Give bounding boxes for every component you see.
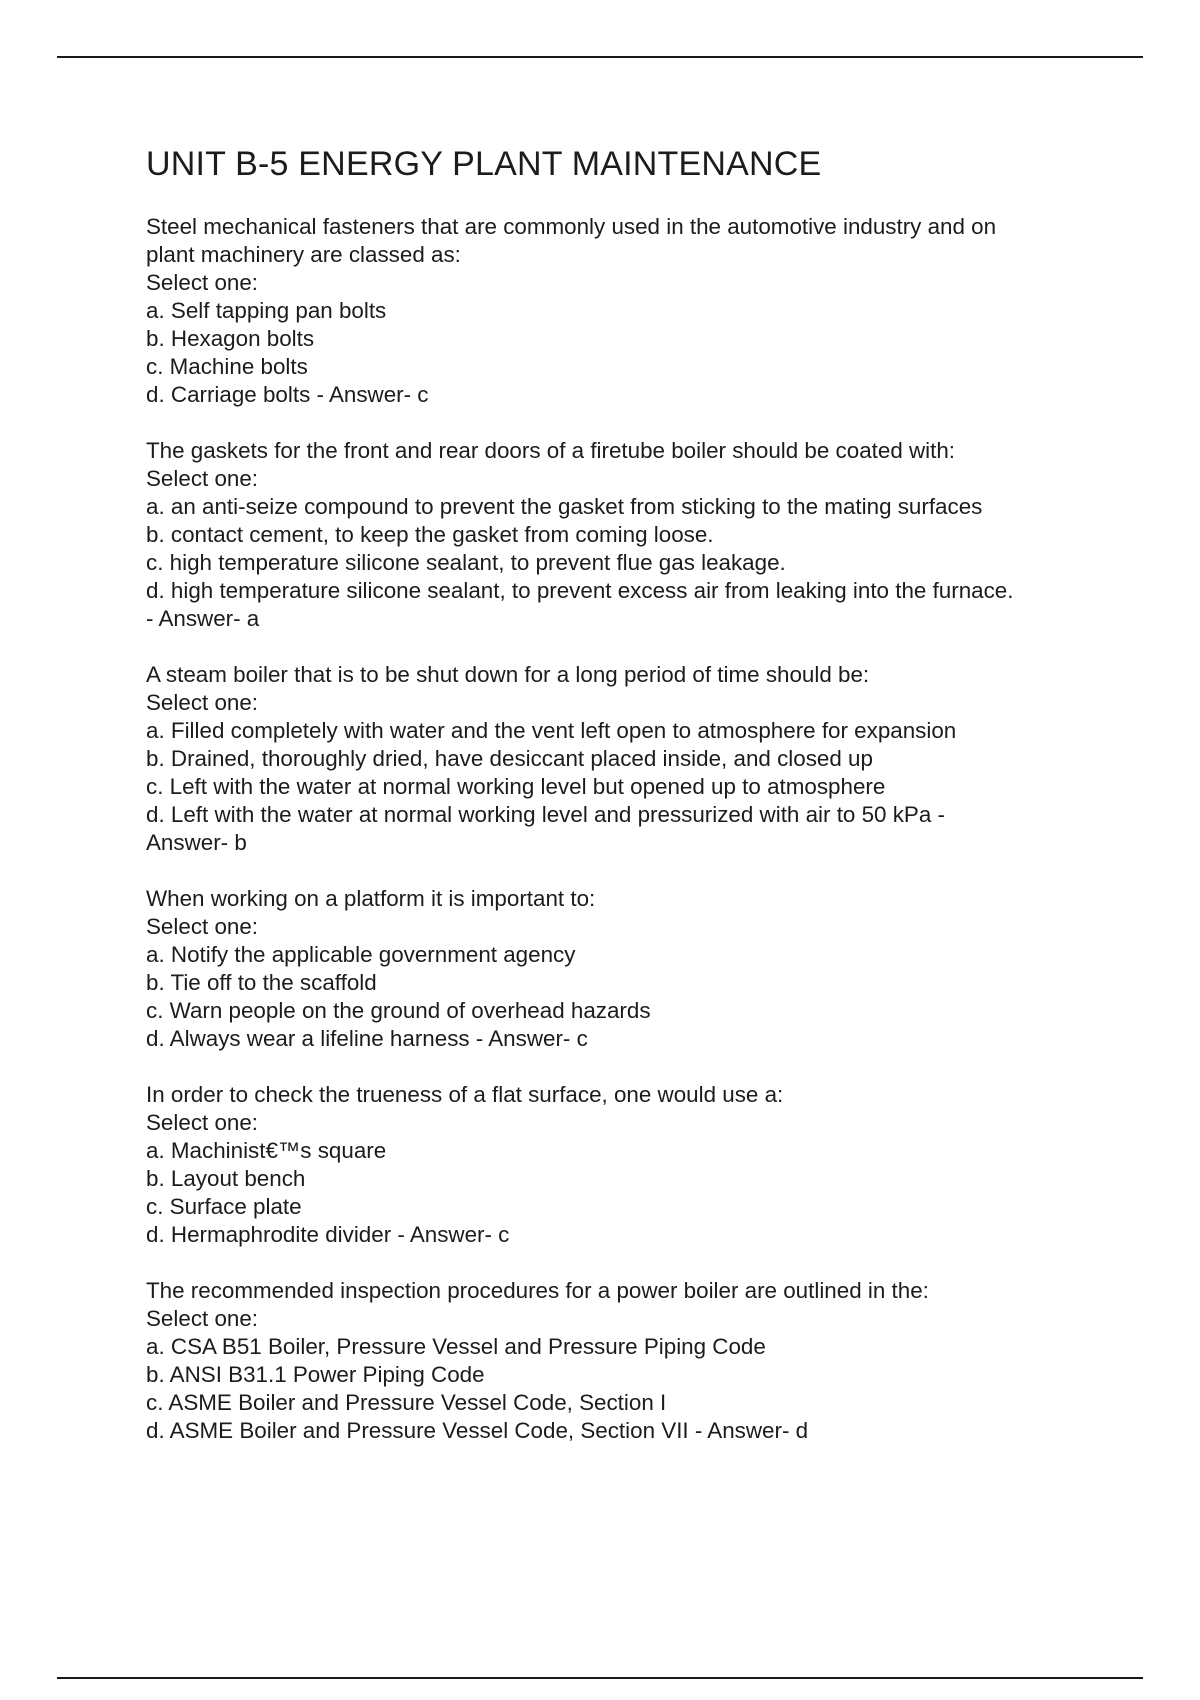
question-line: c. Left with the water at normal working level but opened up to atmosphere bbox=[146, 774, 886, 799]
question-line: Select one: bbox=[146, 1306, 259, 1331]
question-line: d. high temperature silicone sealant, to prevent excess air from leaking into the furnace. bbox=[146, 578, 1014, 603]
question-line: a. Machinist€™s square bbox=[146, 1138, 387, 1163]
bottom-divider bbox=[57, 1677, 1143, 1679]
question-line: a. Filled completely with water and the vent left open to atmosphere for expansion bbox=[146, 718, 957, 743]
question-block bbox=[146, 885, 1106, 1053]
page-title: UNIT B-5 ENERGY PLANT MAINTENANCE bbox=[146, 145, 822, 183]
question-line: c. Machine bolts bbox=[146, 354, 308, 379]
question-line: a. CSA B51 Boiler, Pressure Vessel and Pressure Piping Code bbox=[146, 1334, 766, 1359]
question-line: Select one: bbox=[146, 466, 259, 491]
question-line: b. Hexagon bolts bbox=[146, 326, 315, 351]
question-line: d. Carriage bolts - Answer- c bbox=[146, 382, 429, 407]
question-list bbox=[146, 213, 1106, 1445]
question-line: Answer- b bbox=[146, 830, 247, 855]
question-line: b. Tie off to the scaffold bbox=[146, 970, 377, 995]
question-line: d. Always wear a lifeline harness - Answer- c bbox=[146, 1026, 588, 1051]
question-line: Select one: bbox=[146, 1110, 259, 1135]
question-block bbox=[146, 1277, 1106, 1445]
question-line: b. ANSI B31.1 Power Piping Code bbox=[146, 1362, 485, 1387]
question-text: In order to check the trueness of a flat surface, one would use a: bbox=[146, 1082, 784, 1107]
question-text: The gaskets for the front and rear doors of a firetube boiler should be coated with: bbox=[146, 438, 956, 463]
question-block bbox=[146, 437, 1106, 633]
question-text: The recommended inspection procedures for a power boiler are outlined in the: bbox=[146, 1278, 929, 1303]
question-line: Select one: bbox=[146, 270, 259, 295]
question-line: - Answer- a bbox=[146, 606, 260, 631]
question-line: a. an anti-seize compound to prevent the gasket from sticking to the mating surfaces bbox=[146, 494, 983, 519]
question-text: When working on a platform it is important to: bbox=[146, 886, 596, 911]
question-line: b. Drained, thoroughly dried, have desiccant placed inside, and closed up bbox=[146, 746, 873, 771]
question-line: Select one: bbox=[146, 914, 259, 939]
question-line: d. Left with the water at normal working level and pressurized with air to 50 kPa - bbox=[146, 802, 945, 827]
question-block bbox=[146, 661, 1106, 857]
question-line: plant machinery are classed as: bbox=[146, 242, 461, 267]
question-line: b. Layout bench bbox=[146, 1166, 306, 1191]
question-line: Select one: bbox=[146, 690, 259, 715]
question-line: c. ASME Boiler and Pressure Vessel Code, Section I bbox=[146, 1390, 667, 1415]
question-line: c. Surface plate bbox=[146, 1194, 302, 1219]
question-line: a. Notify the applicable government agency bbox=[146, 942, 576, 967]
document-body bbox=[146, 141, 1106, 1473]
top-divider bbox=[57, 56, 1143, 58]
question-line: b. contact cement, to keep the gasket from coming loose. bbox=[146, 522, 714, 547]
question-line: c. high temperature silicone sealant, to prevent flue gas leakage. bbox=[146, 550, 786, 575]
question-line: a. Self tapping pan bolts bbox=[146, 298, 387, 323]
question-line: d. Hermaphrodite divider - Answer- c bbox=[146, 1222, 510, 1247]
question-line: c. Warn people on the ground of overhead hazards bbox=[146, 998, 651, 1023]
question-text: Steel mechanical fasteners that are commonly used in the automotive industry and on bbox=[146, 214, 997, 239]
question-block bbox=[146, 1081, 1106, 1249]
question-text: A steam boiler that is to be shut down for a long period of time should be: bbox=[146, 662, 870, 687]
question-block bbox=[146, 213, 1106, 409]
question-line: d. ASME Boiler and Pressure Vessel Code, Section VII - Answer- d bbox=[146, 1418, 809, 1443]
